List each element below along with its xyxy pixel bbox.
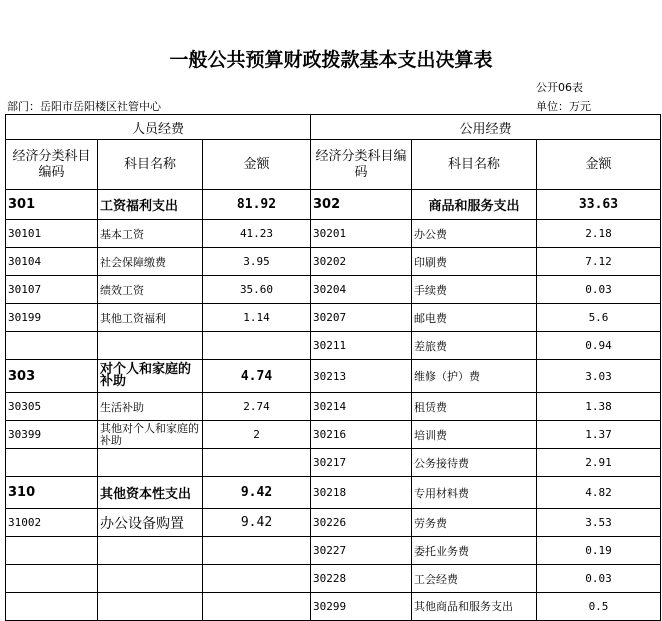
cell-amount: 9.42 bbox=[203, 509, 311, 537]
column-header-amount: 金额 bbox=[203, 140, 311, 190]
cell-code: 30211 bbox=[311, 332, 412, 360]
table-row bbox=[6, 393, 661, 421]
cell-code: 30227 bbox=[311, 537, 412, 565]
cell-code: 30199 bbox=[6, 304, 98, 332]
cell-amount bbox=[203, 449, 311, 477]
table-row bbox=[6, 190, 661, 220]
cell-code: 30399 bbox=[6, 421, 98, 449]
cell-name: 印刷费 bbox=[412, 248, 537, 276]
cell-name: 办公费 bbox=[412, 220, 537, 248]
table-row bbox=[6, 477, 661, 509]
table-row bbox=[6, 248, 661, 276]
cell-name: 公务接待费 bbox=[412, 449, 537, 477]
cell-name: 委托业务费 bbox=[412, 537, 537, 565]
table-row bbox=[6, 593, 661, 621]
cell-name bbox=[98, 332, 203, 360]
cell-name: 维修（护）费 bbox=[412, 360, 537, 393]
cell-amount: 0.03 bbox=[537, 565, 661, 593]
cell-code: 301 bbox=[6, 190, 98, 220]
cell-name: 对个人和家庭的补助 bbox=[98, 360, 203, 393]
cell-name: 专用材料费 bbox=[412, 477, 537, 509]
table-row bbox=[6, 537, 661, 565]
table-row bbox=[6, 449, 661, 477]
cell-name: 其他资本性支出 bbox=[98, 477, 203, 509]
cell-name: 工会经费 bbox=[412, 565, 537, 593]
cell-name: 手续费 bbox=[412, 276, 537, 304]
cell-name: 差旅费 bbox=[412, 332, 537, 360]
cell-name: 基本工资 bbox=[98, 220, 203, 248]
cell-amount: 2.74 bbox=[203, 393, 311, 421]
cell-name: 商品和服务支出 bbox=[412, 190, 537, 220]
cell-amount: 3.53 bbox=[537, 509, 661, 537]
cell-code: 30104 bbox=[6, 248, 98, 276]
cell-amount bbox=[203, 332, 311, 360]
cell-amount bbox=[203, 565, 311, 593]
cell-amount: 3.03 bbox=[537, 360, 661, 393]
cell-code: 30299 bbox=[311, 593, 412, 621]
column-header-name: 科目名称 bbox=[98, 140, 203, 190]
cell-amount: 3.95 bbox=[203, 248, 311, 276]
cell-amount: 1.38 bbox=[537, 393, 661, 421]
expenditure-table bbox=[5, 114, 661, 621]
cell-name: 生活补助 bbox=[98, 393, 203, 421]
column-header-code: 经济分类科目编码 bbox=[6, 140, 98, 190]
cell-code: 30204 bbox=[311, 276, 412, 304]
cell-code bbox=[6, 537, 98, 565]
column-header-code: 经济分类科目编码 bbox=[311, 140, 412, 190]
cell-amount: 0.94 bbox=[537, 332, 661, 360]
cell-amount bbox=[203, 593, 311, 621]
cell-amount: 4.82 bbox=[537, 477, 661, 509]
cell-amount: 1.14 bbox=[203, 304, 311, 332]
cell-code: 31002 bbox=[6, 509, 98, 537]
cell-name bbox=[98, 449, 203, 477]
cell-code: 30228 bbox=[311, 565, 412, 593]
cell-amount: 35.60 bbox=[203, 276, 311, 304]
unit-label: 单位：万元 bbox=[536, 100, 591, 113]
cell-name bbox=[98, 537, 203, 565]
cell-code: 30226 bbox=[311, 509, 412, 537]
cell-name: 租赁费 bbox=[412, 393, 537, 421]
cell-name: 社会保障缴费 bbox=[98, 248, 203, 276]
cell-code: 30107 bbox=[6, 276, 98, 304]
cell-name: 绩效工资 bbox=[98, 276, 203, 304]
cell-code bbox=[6, 565, 98, 593]
table-row bbox=[6, 360, 661, 393]
cell-amount: 0.03 bbox=[537, 276, 661, 304]
group-header-personnel: 人员经费 bbox=[6, 115, 311, 140]
table-row bbox=[6, 276, 661, 304]
cell-name: 办公设备购置 bbox=[98, 509, 203, 537]
column-header-amount: 金额 bbox=[537, 140, 661, 190]
form-code: 公开06表 bbox=[536, 81, 583, 94]
cell-name bbox=[98, 565, 203, 593]
column-header-name: 科目名称 bbox=[412, 140, 537, 190]
cell-code: 303 bbox=[6, 360, 98, 393]
cell-name: 邮电费 bbox=[412, 304, 537, 332]
table-row bbox=[6, 421, 661, 449]
table-row bbox=[6, 304, 661, 332]
cell-name: 其他商品和服务支出 bbox=[412, 593, 537, 621]
cell-amount: 0.5 bbox=[537, 593, 661, 621]
cell-name: 劳务费 bbox=[412, 509, 537, 537]
cell-name: 培训费 bbox=[412, 421, 537, 449]
cell-code: 30207 bbox=[311, 304, 412, 332]
cell-code bbox=[6, 593, 98, 621]
department-label: 部门：岳阳市岳阳楼区社管中心 bbox=[7, 100, 161, 113]
cell-amount: 0.19 bbox=[537, 537, 661, 565]
cell-amount: 4.74 bbox=[203, 360, 311, 393]
cell-code: 302 bbox=[311, 190, 412, 220]
table-row bbox=[6, 509, 661, 537]
cell-amount: 2 bbox=[203, 421, 311, 449]
cell-code: 30214 bbox=[311, 393, 412, 421]
cell-amount: 1.37 bbox=[537, 421, 661, 449]
cell-amount: 41.23 bbox=[203, 220, 311, 248]
table-row bbox=[6, 565, 661, 593]
cell-amount: 2.18 bbox=[537, 220, 661, 248]
cell-amount: 2.91 bbox=[537, 449, 661, 477]
cell-code: 30216 bbox=[311, 421, 412, 449]
cell-code: 30305 bbox=[6, 393, 98, 421]
cell-name: 其他工资福利 bbox=[98, 304, 203, 332]
cell-amount: 7.12 bbox=[537, 248, 661, 276]
cell-code: 30218 bbox=[311, 477, 412, 509]
cell-code: 30201 bbox=[311, 220, 412, 248]
cell-code: 310 bbox=[6, 477, 98, 509]
cell-amount bbox=[203, 537, 311, 565]
cell-name: 工资福利支出 bbox=[98, 190, 203, 220]
cell-amount: 9.42 bbox=[203, 477, 311, 509]
cell-amount: 33.63 bbox=[537, 190, 661, 220]
cell-code: 30213 bbox=[311, 360, 412, 393]
cell-code: 30101 bbox=[6, 220, 98, 248]
cell-name: 其他对个人和家庭的补助 bbox=[98, 421, 203, 449]
cell-code: 30202 bbox=[311, 248, 412, 276]
table-row bbox=[6, 332, 661, 360]
table-row bbox=[6, 220, 661, 248]
group-header-public: 公用经费 bbox=[311, 115, 661, 140]
cell-code: 30217 bbox=[311, 449, 412, 477]
cell-code bbox=[6, 449, 98, 477]
cell-name bbox=[98, 593, 203, 621]
cell-code bbox=[6, 332, 98, 360]
report-title: 一般公共预算财政拨款基本支出决算表 bbox=[169, 49, 493, 71]
cell-amount: 5.6 bbox=[537, 304, 661, 332]
cell-amount: 81.92 bbox=[203, 190, 311, 220]
